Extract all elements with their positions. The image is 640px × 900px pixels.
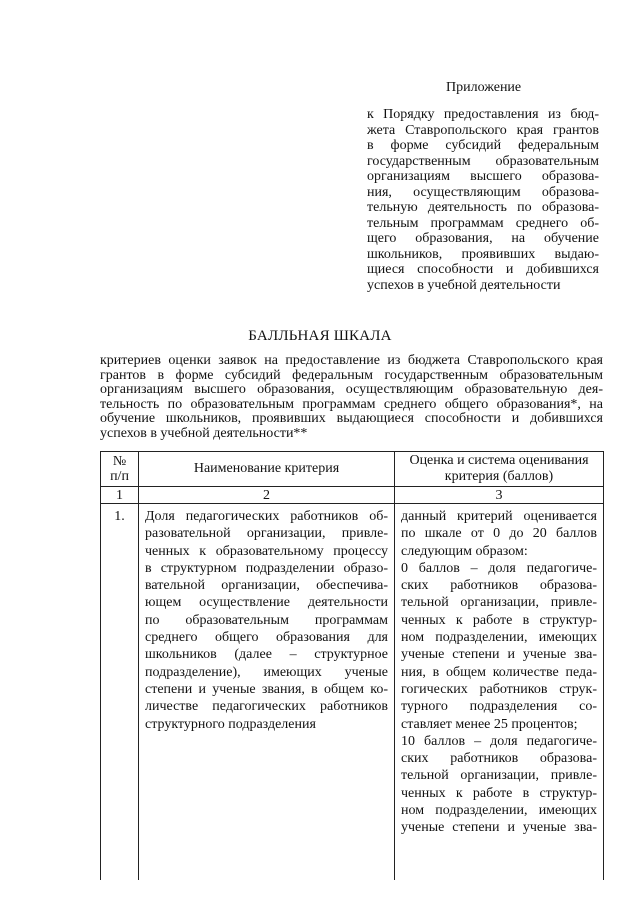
score-line: данный критерий оценивается — [401, 509, 597, 524]
appendix-line: государственным образовательным — [367, 153, 599, 169]
score-line: ченных к работе в структур- — [401, 612, 597, 628]
header-score — [395, 452, 604, 487]
score-line: ния, в общем количестве педа- — [401, 664, 597, 680]
score-line: следующим образом: — [401, 543, 528, 559]
index-cell: 3 — [395, 487, 604, 504]
table-row — [101, 504, 604, 880]
header-number-line1: № — [112, 454, 127, 469]
score-line: гогических работников струк- — [401, 681, 597, 697]
appendix-line: щего образования, на обучение — [367, 231, 599, 246]
header-score-line1: Оценка и система оценивания — [409, 453, 589, 468]
header-score-line2: критерия (баллов) — [444, 469, 554, 484]
appendix-line: организациям высшего образова- — [367, 169, 599, 184]
subtitle-line: грантов в форме субсидий федеральным государственным образовательным — [100, 367, 603, 383]
criterion-line: личестве педагогических работников — [145, 699, 388, 715]
score-line: ских работников образова- — [401, 578, 597, 594]
score-line: 10 баллов – доля педагогиче- — [401, 733, 597, 749]
criterion-line: по образовательным программам — [145, 612, 388, 628]
appendix-line: к Порядку предоставления из бюд- — [367, 107, 599, 122]
appendix-line: тельным программам среднего об- — [367, 215, 599, 231]
index-cell: 1 — [101, 487, 139, 504]
subtitle-line: критериев оценки заявок на предоставление из бюджета Ставропольского края — [100, 353, 603, 368]
criteria-table — [100, 451, 604, 880]
score-line: 0 баллов – доля педагогиче- — [401, 560, 597, 576]
appendix-line: успехов в учебной деятельности — [367, 277, 561, 293]
subtitle-line: обучение школьников, проявивших выдающиеся способности и добившихся — [100, 411, 603, 426]
document-title: БАЛЛЬНАЯ ШКАЛА — [248, 328, 392, 344]
criterion-line: в структурном подразделении образо- — [145, 560, 388, 576]
subtitle-line: тельность по образовательным программам среднего общего образования*, на — [100, 396, 603, 412]
criterion-line: структурного подразделения — [145, 716, 316, 732]
score-line: ном подразделении, имеющих — [401, 803, 597, 819]
subtitle-line: организациям высшего образования, осуществляющим образовательную дея- — [100, 382, 603, 397]
score-line: ченных к работе в структур- — [401, 785, 597, 801]
appendix-line: в форме субсидий федеральным — [367, 138, 599, 153]
header-name: Наименование критерия — [139, 452, 395, 487]
appendix-line: жета Ставропольского края грантов — [367, 122, 599, 138]
appendix-heading: Приложение — [446, 80, 522, 95]
score-line: по шкале от 0 до 20 баллов — [401, 526, 597, 542]
score-line: тельной организации, привле- — [401, 768, 597, 784]
criterion-line: Доля педагогических работников об- — [145, 509, 388, 524]
criterion-line: ющем осуществление деятельности — [145, 595, 388, 611]
criterion-line: степени и ученые звания, в общем ко- — [145, 681, 388, 697]
criterion-line: подразделение), имеющих ученые — [145, 664, 388, 680]
table-index-row — [101, 487, 604, 504]
row-criterion-name — [139, 504, 395, 880]
header-number — [101, 452, 139, 487]
score-line: ученые степени и ученые зва- — [401, 647, 597, 663]
criterion-line: школьников (далее – структурное — [145, 647, 388, 663]
criterion-line: разовательной организации, привле- — [145, 526, 388, 542]
appendix-line: школьников, проявивших выдаю- — [367, 246, 599, 262]
appendix-line: ния, осуществляющим образова- — [367, 184, 599, 200]
score-line: ставляет менее 25 процентов; — [401, 716, 578, 732]
index-cell: 2 — [139, 487, 395, 504]
score-line: турного подразделения со- — [401, 699, 597, 715]
row-score-description — [395, 504, 604, 880]
score-line: ских работников образова- — [401, 751, 597, 767]
score-line: ном подразделении, имеющих — [401, 630, 597, 646]
criterion-line: среднего общего образования для — [145, 630, 388, 646]
header-number-line2: п/п — [110, 469, 129, 484]
table-header-row — [101, 452, 604, 487]
criterion-line: вательной организации, обеспечива- — [145, 578, 388, 594]
subtitle-line: успехов в учебной деятельности** — [100, 425, 308, 441]
score-line: ученые степени и ученые зва- — [401, 820, 597, 836]
criterion-line: ченных к образовательному процессу — [145, 543, 388, 559]
appendix-line: щиеся способности и добившихся — [367, 262, 599, 277]
document-subtitle — [100, 354, 603, 441]
appendix-text — [367, 107, 599, 293]
score-line: тельной организации, привле- — [401, 595, 597, 611]
row-number: 1. — [101, 504, 139, 880]
appendix-line: тельную деятельность по образова- — [367, 200, 599, 215]
